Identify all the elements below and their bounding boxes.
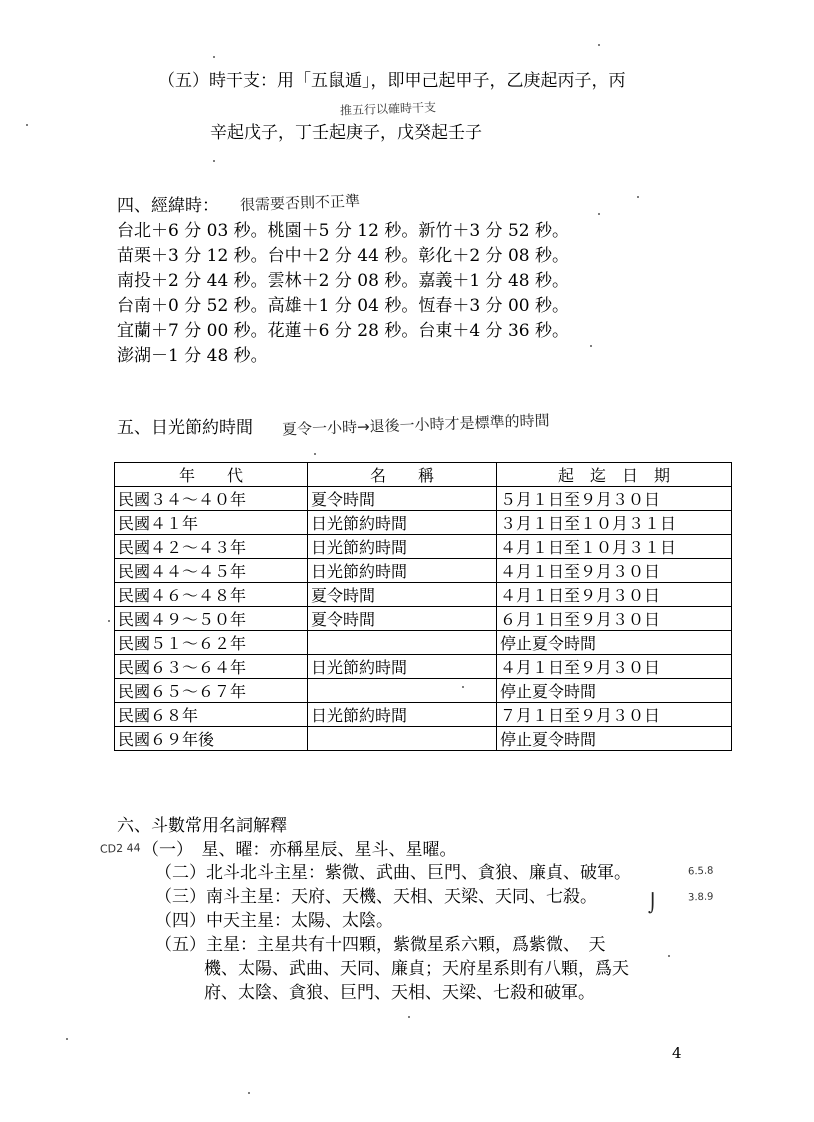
scan-speck bbox=[213, 56, 215, 58]
longitude-line-5: 宜蘭＋7 分 00 秒。花蓮＋6 分 28 秒。台東＋4 分 36 秒。 bbox=[117, 321, 569, 341]
longitude-line-4: 台南＋0 分 52 秒。高雄＋1 分 04 秒。恆春＋3 分 00 秒。 bbox=[117, 296, 569, 316]
table-row bbox=[115, 607, 732, 631]
header-year: 年 代 bbox=[115, 463, 308, 487]
term-item-4: （四）中天主星：太陽、太陰。 bbox=[155, 911, 393, 931]
scan-speck bbox=[598, 213, 600, 215]
hour-stem-line-1: （五）時干支：用「五鼠遁」，即甲己起甲子，乙庚起丙子，丙 bbox=[158, 71, 626, 91]
cell-year: 民國５１～６２年 bbox=[115, 631, 308, 655]
cell-year: 民國６８年 bbox=[115, 703, 308, 727]
cell-name bbox=[308, 727, 497, 751]
longitude-line-6: 澎湖－1 分 48 秒。 bbox=[117, 346, 268, 366]
cell-name: 夏令時間 bbox=[308, 583, 497, 607]
cell-year: 民國６９年後 bbox=[115, 727, 308, 751]
scan-speck bbox=[598, 44, 600, 46]
cell-period: 停止夏令時間 bbox=[497, 727, 732, 751]
section-5-title: 五、日光節約時間 bbox=[117, 418, 253, 438]
header-period: 起 迄 日 期 bbox=[497, 463, 732, 487]
longitude-line-1: 台北＋6 分 03 秒。桃園＋5 分 12 秒。新竹＋3 分 52 秒。 bbox=[117, 221, 569, 241]
bracket-mark: ⌡ bbox=[648, 893, 658, 914]
cell-name bbox=[308, 631, 497, 655]
cell-year: 民國６３～６４年 bbox=[115, 655, 308, 679]
cell-year: 民國３４～４０年 bbox=[115, 487, 308, 511]
cell-year: 民國４４～４５年 bbox=[115, 559, 308, 583]
cell-period: ７月１日至９月３０日 bbox=[497, 703, 732, 727]
cell-name: 日光節約時間 bbox=[308, 535, 497, 559]
handwritten-note-hour: 推五行以確時干支 bbox=[339, 100, 437, 118]
term-item-1: （一） 星、曜：亦稱星辰、星斗、星曜。 bbox=[142, 840, 457, 860]
term-item-3: （三）南斗主星：天府、天機、天相、天梁、天同、七殺。 bbox=[155, 887, 597, 907]
table-row bbox=[115, 631, 732, 655]
cell-name: 日光節約時間 bbox=[308, 559, 497, 583]
term-item-5-cont-2: 府、太陰、貪狼、巨門、天相、天梁、七殺和破軍。 bbox=[204, 983, 595, 1003]
cell-year: 民國４６～４８年 bbox=[115, 583, 308, 607]
cell-period: ４月１日至９月３０日 bbox=[497, 655, 732, 679]
table-row bbox=[115, 583, 732, 607]
cell-name: 日光節約時間 bbox=[308, 511, 497, 535]
dst-table bbox=[114, 462, 732, 751]
scan-speck bbox=[108, 620, 110, 622]
side-note-1: 6.5.8 bbox=[687, 865, 714, 878]
term-item-5: （五）主星：主星共有十四顆，紫微星系六顆，爲紫微、 天 bbox=[155, 935, 606, 955]
cell-period: ４月１日至９月３０日 bbox=[497, 559, 732, 583]
cell-name: 夏令時間 bbox=[308, 487, 497, 511]
term-item-5-cont-1: 機、太陽、武曲、天同、廉貞；天府星系則有八顆，爲天 bbox=[204, 959, 629, 979]
page-number: 4 bbox=[672, 1044, 682, 1062]
scan-speck bbox=[213, 160, 215, 162]
cell-name: 日光節約時間 bbox=[308, 655, 497, 679]
cell-period: ３月１日至１０月３１日 bbox=[497, 511, 732, 535]
table-row bbox=[115, 727, 732, 751]
cell-period: ６月１日至９月３０日 bbox=[497, 607, 732, 631]
longitude-line-2: 苗栗＋3 分 12 秒。台中＋2 分 44 秒。彰化＋2 分 08 秒。 bbox=[117, 246, 569, 266]
margin-note: CD2 44 bbox=[99, 841, 141, 856]
cell-name: 日光節約時間 bbox=[308, 703, 497, 727]
cell-period: ５月１日至９月３０日 bbox=[497, 487, 732, 511]
cell-period: 停止夏令時間 bbox=[497, 631, 732, 655]
scan-speck bbox=[248, 1092, 250, 1094]
cell-name: 夏令時間 bbox=[308, 607, 497, 631]
scan-speck bbox=[26, 124, 28, 126]
table-row bbox=[115, 487, 732, 511]
longitude-line-3: 南投＋2 分 44 秒。雲林＋2 分 08 秒。嘉義＋1 分 48 秒。 bbox=[117, 271, 569, 291]
handwritten-note-sec4: 很需要否則不正準 bbox=[239, 191, 361, 215]
cell-year: 民國４１年 bbox=[115, 511, 308, 535]
cell-name bbox=[308, 679, 497, 703]
table-row bbox=[115, 559, 732, 583]
hour-stem-line-2: 辛起戊子，丁壬起庚子，戊癸起壬子 bbox=[210, 123, 482, 143]
scan-speck bbox=[408, 1016, 410, 1018]
section-6-title: 六、斗數常用名詞解釋 bbox=[117, 816, 287, 836]
cell-period: ４月１日至１０月３１日 bbox=[497, 535, 732, 559]
scan-speck bbox=[590, 345, 592, 347]
scan-speck bbox=[637, 196, 639, 198]
scan-speck bbox=[314, 453, 316, 455]
cell-year: 民國４９～５０年 bbox=[115, 607, 308, 631]
table-row bbox=[115, 511, 732, 535]
cell-year: 民國４２～４３年 bbox=[115, 535, 308, 559]
table-row bbox=[115, 679, 732, 703]
table-row bbox=[115, 655, 732, 679]
handwritten-note-sec5: 夏令一小時→退後一小時才是標準的時間 bbox=[281, 411, 550, 439]
table-row bbox=[115, 703, 732, 727]
table-header-row bbox=[115, 463, 732, 487]
scan-speck bbox=[66, 1038, 68, 1040]
scan-speck bbox=[462, 686, 464, 688]
section-4-title: 四、經緯時： bbox=[117, 196, 219, 216]
table-row bbox=[115, 535, 732, 559]
cell-year: 民國６５～６７年 bbox=[115, 679, 308, 703]
scan-speck bbox=[668, 955, 670, 957]
cell-period: 停止夏令時間 bbox=[497, 679, 732, 703]
header-name: 名 稱 bbox=[308, 463, 497, 487]
term-item-2: （二）北斗北斗主星：紫微、武曲、巨門、貪狼、廉貞、破軍。 bbox=[155, 863, 631, 883]
side-note-2: 3.8.9 bbox=[687, 891, 714, 904]
cell-period: ４月１日至９月３０日 bbox=[497, 583, 732, 607]
